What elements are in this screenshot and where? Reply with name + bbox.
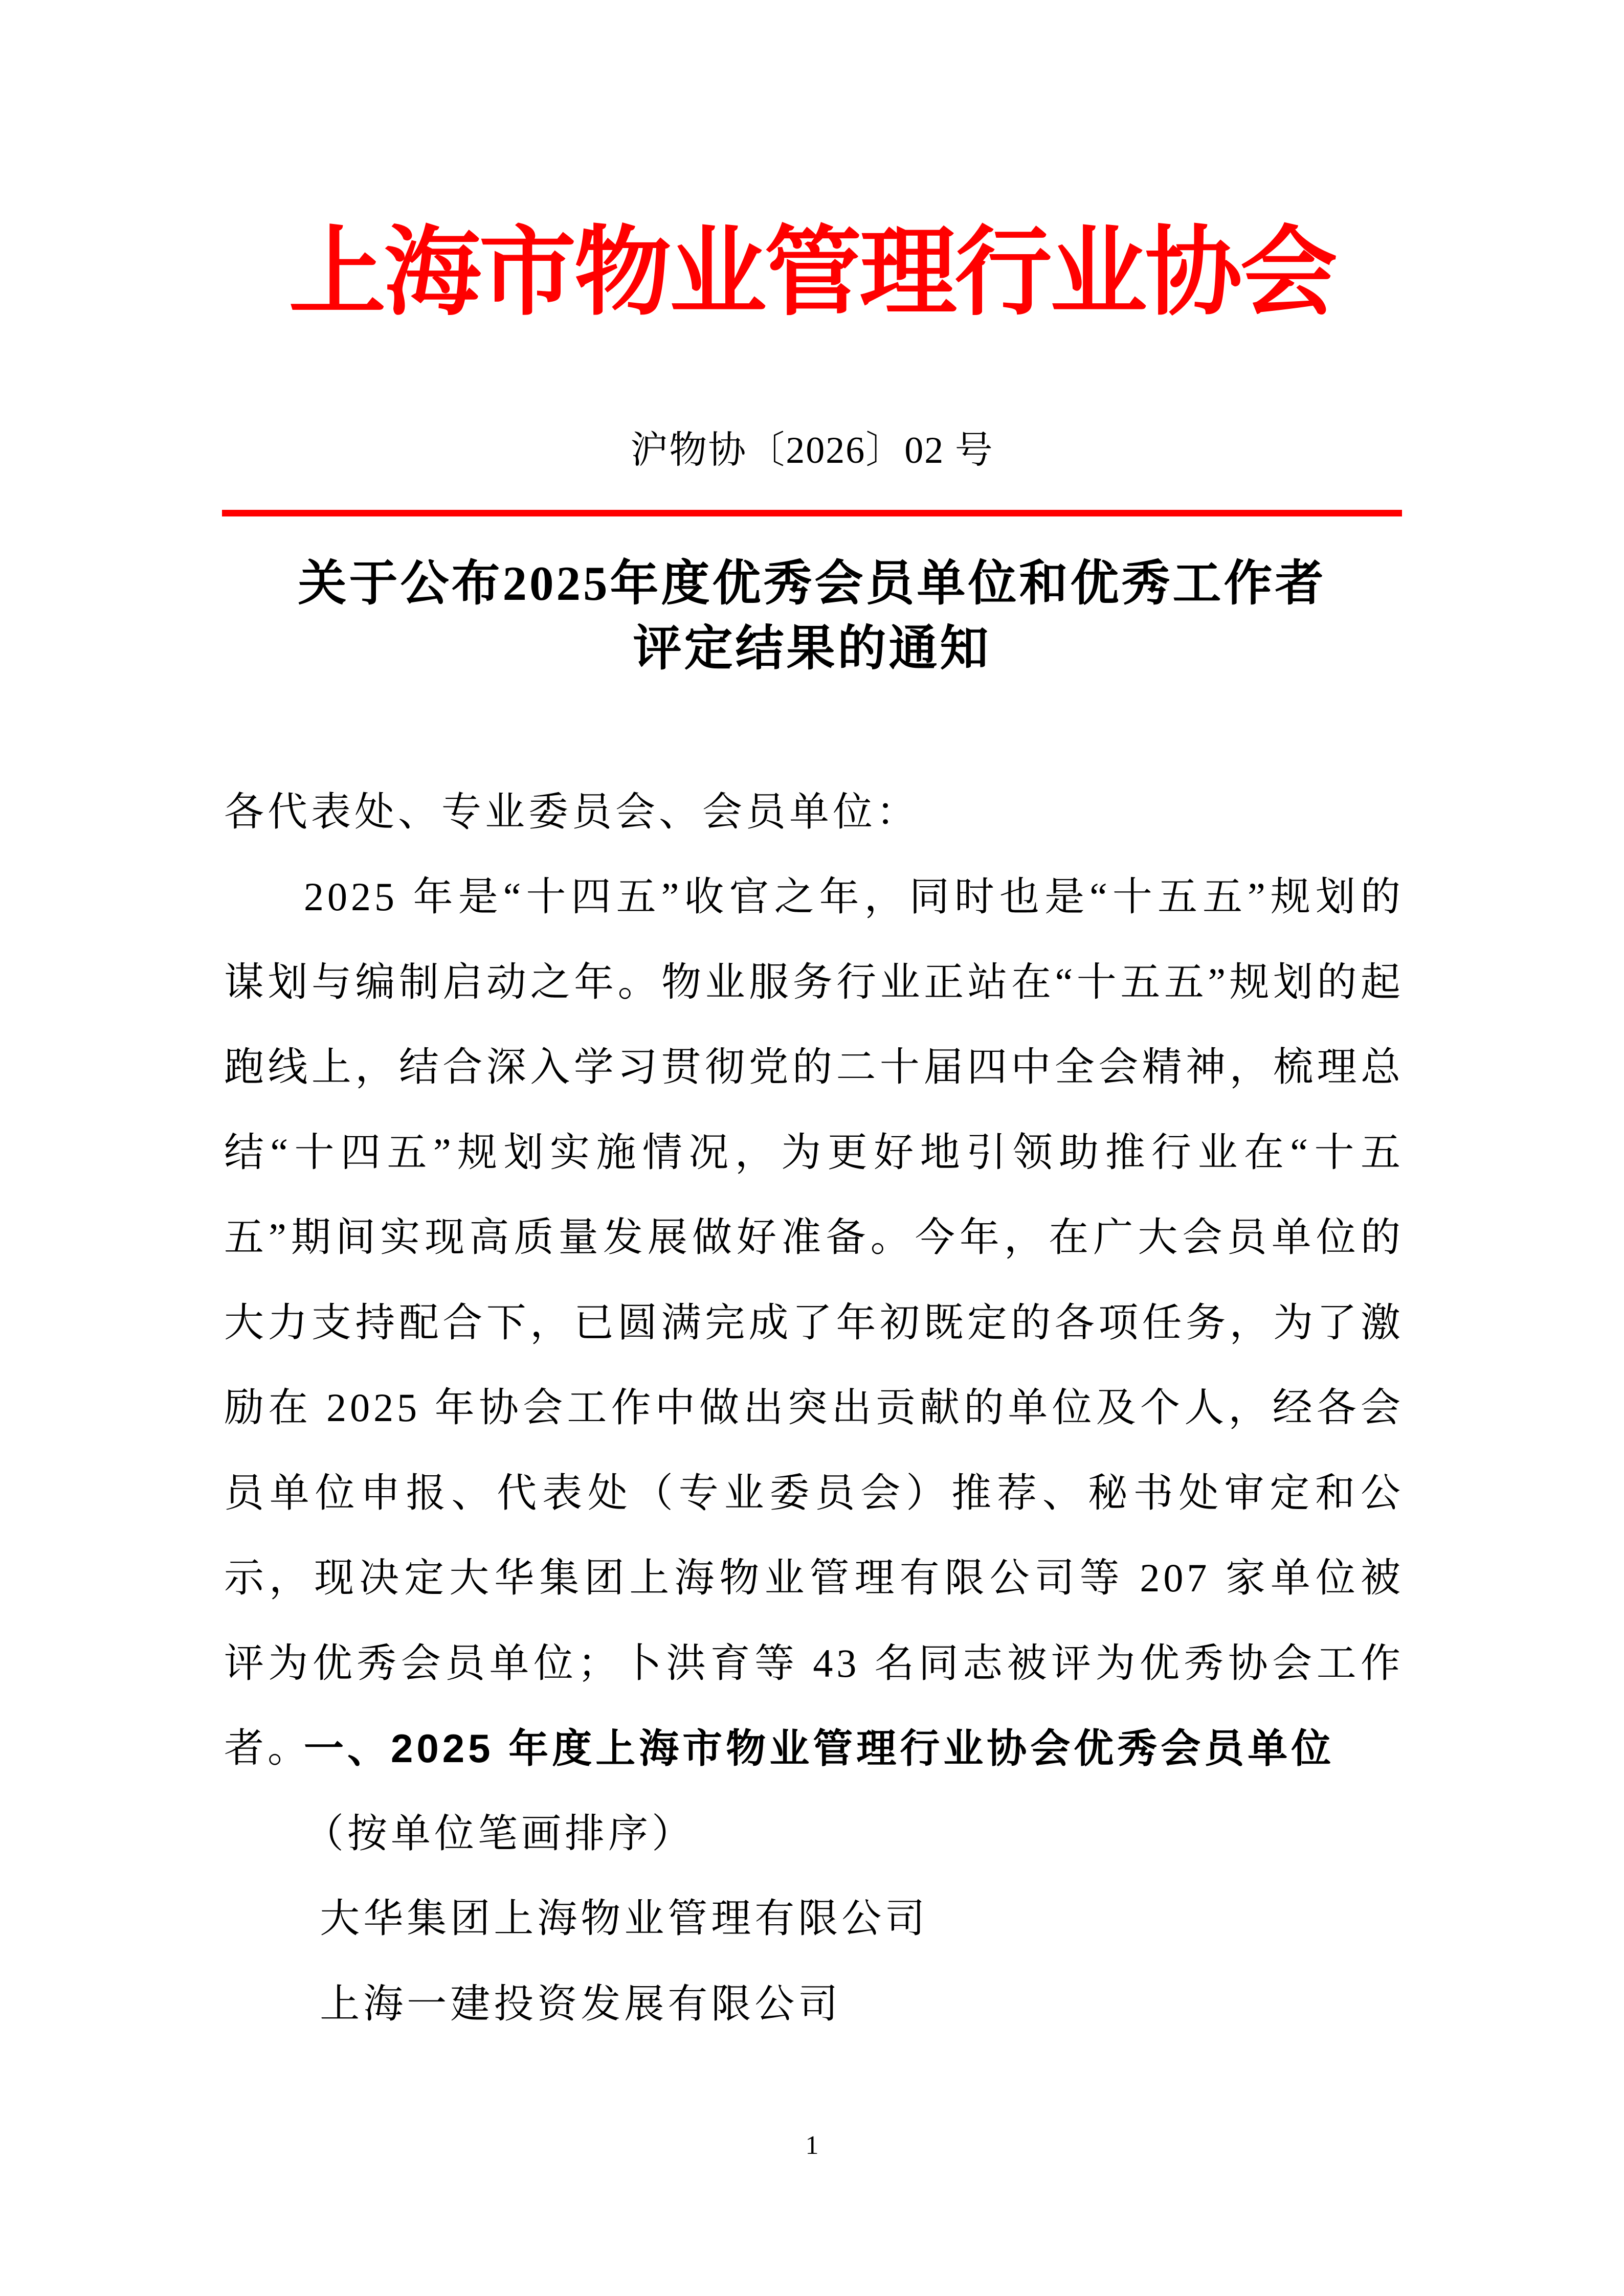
member-unit-item: 大华集团上海物业管理有限公司 bbox=[320, 1896, 929, 1941]
section-heading: 一、2025 年度上海市物业管理行业协会优秀会员单位 bbox=[304, 1726, 1335, 1771]
page-number: 1 bbox=[805, 2131, 819, 2160]
sort-note: （按单位笔画排序） bbox=[304, 1811, 696, 1856]
notice-title-line2: 评定结果的通知 bbox=[633, 621, 991, 676]
notice-title-line1: 关于公布2025年度优秀会员单位和优秀工作者 bbox=[298, 556, 1326, 611]
body-paragraph: 2025 年是“十四五”收官之年，同时也是“十五五”规划的谋划与编制启动之年。物业服务行业正站在“十五五”规划的起跑线上，结合深入学习贯彻党的二十届四中全会精神，梳理总结“十四五”规划实施情况，为更好地引领助推行业在“十五五”期间实现高质量发展做好准备。今年，在广大会员单位的大力支持配合下，已圆满完成了年初既定的各项任务，为了激励在 2025 年协会工作中做出突出贡献的单位及个人，经各会员单位申报、代表处（专业委员会）推荐、秘书处审定和公示，现决定大华集团上海物业管理有限公司等 207 家单位被评为优秀会员单位；卜洪育等 43 名同志被评为优秀协会工作者。 bbox=[224, 874, 1404, 1770]
member-unit-item: 上海一建投资发展有限公司 bbox=[320, 1982, 842, 2026]
red-divider-rule bbox=[222, 510, 1402, 516]
doc-number: 沪物协〔2026〕02 号 bbox=[630, 430, 994, 471]
salutation: 各代表处、专业委员会、会员单位： bbox=[224, 790, 920, 834]
letterhead-title: 上海市物业管理行业协会 bbox=[288, 220, 1336, 327]
notice-title bbox=[0, 551, 1624, 681]
